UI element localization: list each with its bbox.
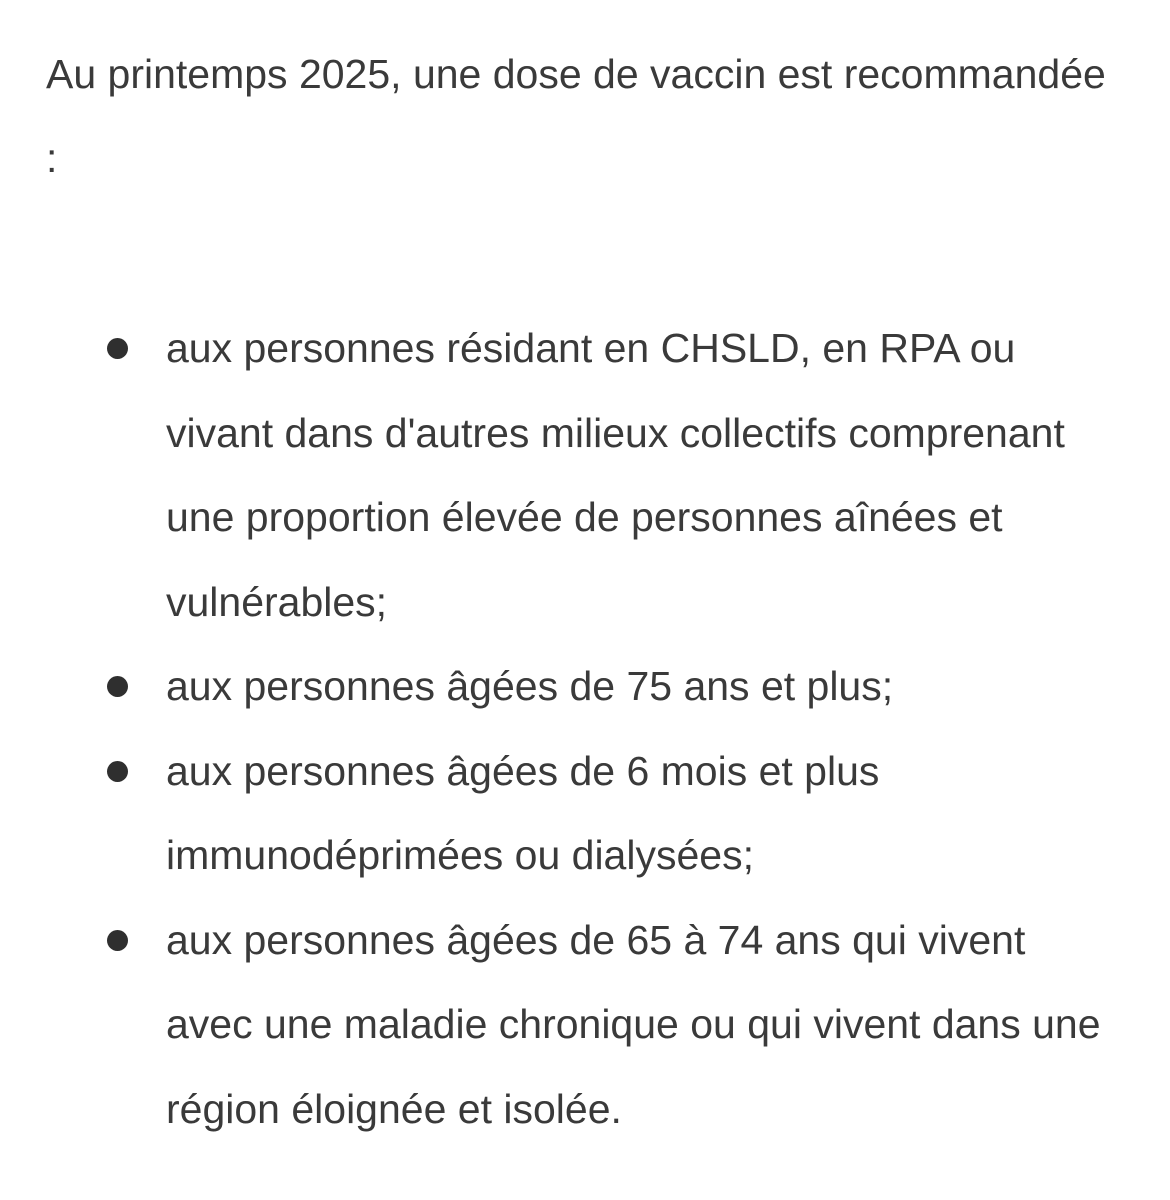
list-item-text: aux personnes résidant en CHSLD, en RPA ou vivant dans d'autres milieux collectifs comprenant une proportion élevée de personnes aînées et vulnérables; — [166, 325, 1065, 625]
bullet-icon — [107, 676, 128, 697]
list-item-text: aux personnes âgées de 75 ans et plus; — [166, 663, 894, 709]
list-item — [0, 306, 1170, 644]
list-item — [0, 644, 1170, 729]
list-item-text: aux personnes âgées de 6 mois et plus immunodéprimées ou dialysées; — [166, 747, 880, 878]
list-item-text: aux personnes âgées de 65 à 74 ans qui vivent avec une maladie chronique ou qui vivent dans une région éloignée et isolée. — [166, 916, 1101, 1132]
bullet-icon — [107, 338, 128, 359]
intro-paragraph: Au printemps 2025, une dose de vaccin est recommandée : — [46, 51, 1106, 181]
list-item — [0, 898, 1170, 1152]
recommendation-list — [0, 306, 1170, 1151]
bullet-icon — [107, 930, 128, 951]
bullet-icon — [107, 761, 128, 782]
list-item — [0, 729, 1170, 898]
